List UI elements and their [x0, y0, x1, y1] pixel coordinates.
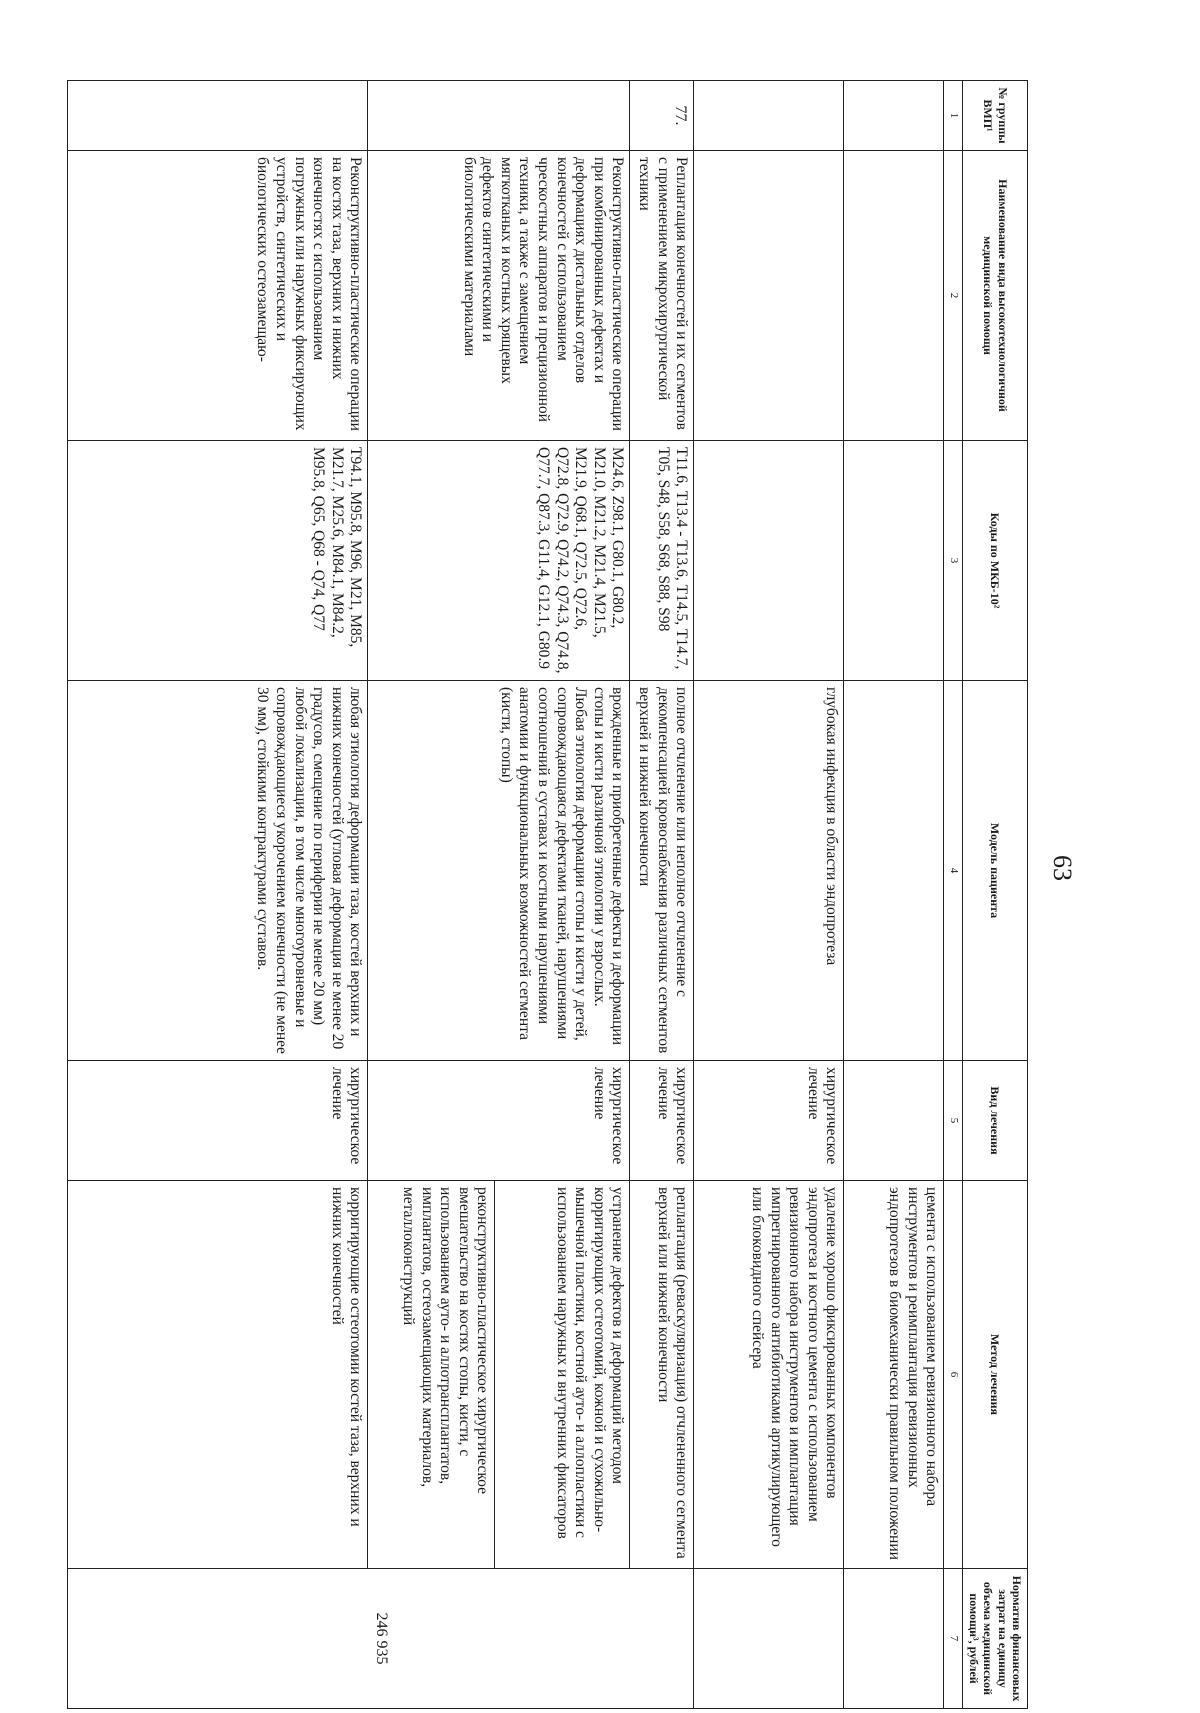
treatment-type-cell: хирургическое лечение — [630, 1061, 694, 1181]
group-cell — [844, 81, 944, 151]
model-cell: глубокая инфекция в области эндопротеза — [694, 681, 844, 1061]
name-cell: Реконструктивно-пластические операции на костях таза, верхних и нижних конечностях с использованием погружных или наружных фиксирующих устройств, синтетических и биологических остеозамещаю- — [68, 151, 368, 441]
codes-cell: Т11.6, Т13.4 - Т13.6, Т14.5, Т14.7, Т05, S48, S58, S68, S88, S98 — [630, 441, 694, 681]
treatment-type-cell: хирургическое лечение — [694, 1061, 844, 1181]
column-number: 6 — [944, 1181, 963, 1569]
header-codes: Коды по МКБ-10² — [963, 441, 1028, 681]
method-cell: цемента с использованием ревизионного набора инструментов и реимплантация ревизионных эндопротезов в биомеханически правильном положении — [844, 1181, 944, 1569]
norm-cell — [694, 1569, 844, 1709]
header-method: Метод лечения — [963, 1181, 1028, 1569]
table-row — [68, 81, 368, 1709]
column-number: 5 — [944, 1061, 963, 1181]
header-row — [963, 81, 1028, 1709]
model-cell: врожденные и приобретенные дефекты и деформации стопы и кисти различной этиологии у взрослых. Любая этиология деформации стопы и кисти у детей, сопровождающаяся дефектами тканей, нарушениями соотношений в суставах и костными нарушениями анатомии и функциональных возможностей сегмента (кисти, стопы) — [368, 681, 630, 1061]
column-number-row — [944, 81, 963, 1709]
codes-cell — [694, 441, 844, 681]
norm-cell: 246 935 — [68, 1569, 694, 1709]
header-model: Модель пациента — [963, 681, 1028, 1061]
header-name: Наименование вида высокотехнологичной медицинской помощи — [963, 151, 1028, 441]
model-cell: любая этиология деформации таза, костей верхних и нижних конечностей (угловая деформация не менее 20 градусов, смещение по периферии не менее 20 мм) любой локализации, в том числе многоуровневые и сопровождающиеся укорочением конечности (не менее 30 мм), стойкими контрактурами суставов. — [68, 681, 368, 1061]
table-row — [630, 81, 694, 1709]
vmp-table — [67, 80, 1028, 1709]
model-cell — [844, 681, 944, 1061]
group-cell — [694, 81, 844, 151]
column-number: 7 — [944, 1569, 963, 1709]
method-cell — [368, 1181, 630, 1569]
group-cell: 77. — [630, 81, 694, 151]
header-group-number: № группы ВМП¹ — [963, 81, 1028, 151]
treatment-type-cell — [844, 1061, 944, 1181]
name-cell: Реконструктивно-пластические операции при комбинированных дефектах и деформациях дистальных отделов конечностей с использованием чрескостных аппаратов и прецизионной техники, а также с замещением мягкотканых и костных хрящевых дефектов синтетическими и биологическими материалами — [368, 151, 630, 441]
method-cell: корригирующие остеотомии костей таза, верхних и нижних конечностей — [68, 1181, 368, 1569]
name-cell — [694, 151, 844, 441]
codes-cell: М24.6, Z98.1, G80.1, G80.2, М21.0, М21.2, М21.4, М21.5, М21.9, Q68.1, Q72.5, Q72.6, Q72.8, Q72.9, Q74.2, Q74.3, Q74.8, Q77.7, Q87.3, G11.4, G12.1, G80.9 — [368, 441, 630, 681]
model-cell: полное отчленение или неполное отчленение с декомпенсацией кровоснабжения различных сегментов верхней и нижней конечности — [630, 681, 694, 1061]
column-number: 1 — [944, 81, 963, 151]
header-norm: Норматив финансовых затрат на единицу объема медицинской помощи³, рублей — [963, 1569, 1028, 1709]
treatment-type-cell: хирургическое лечение — [368, 1061, 630, 1181]
rotated-table-container — [82, 80, 1028, 1708]
name-cell: Реплантация конечностей и их сегментов с применением микрохирургической техники — [630, 151, 694, 441]
method-entry: реконструктивно-пластическое хирургическое вмешательство на костях стопы, кисти, с использованием ауто- и аллотрансплантатов, имплантатов, остеозамещающих материалов, металлоконструкций — [400, 1187, 492, 1494]
group-cell — [368, 81, 630, 151]
group-cell — [68, 81, 368, 151]
method-cell: реплантация (реваскуляризация) отчлененного сегмента верхней или нижней конечности — [630, 1181, 694, 1569]
header-treatment-type: Вид лечения — [963, 1061, 1028, 1181]
treatment-type-cell: хирургическое лечение — [68, 1061, 368, 1181]
codes-cell — [844, 441, 944, 681]
codes-cell: Т94.1, М95.8, М96, М21, М85, М21.7, М25.6, М84.1, М84.2, М95.8, Q65, Q68 - Q74, Q77 — [68, 441, 368, 681]
page-number: 63 — [1048, 855, 1077, 881]
column-number: 4 — [944, 681, 963, 1061]
column-number: 3 — [944, 441, 963, 681]
table-row — [694, 81, 844, 1709]
method-entry: устранение дефектов и деформаций методом корригирующих остеотомий, кожной и сухожильно-мышечной пластики, костной ауто- и аллопластики с использованием наружных и внутренних фиксаторов — [494, 1181, 629, 1568]
table-row — [844, 81, 944, 1709]
norm-cell — [844, 1569, 944, 1709]
table-row — [368, 81, 630, 1709]
method-cell: удаление хорошо фиксированных компонентов эндопротеза и костного цемента с использованием ревизионного набора инструментов и имплантация импрегнированного антибиотиками артикулирующего или блоковидного спейсера — [694, 1181, 844, 1569]
name-cell — [844, 151, 944, 441]
column-number: 2 — [944, 151, 963, 441]
